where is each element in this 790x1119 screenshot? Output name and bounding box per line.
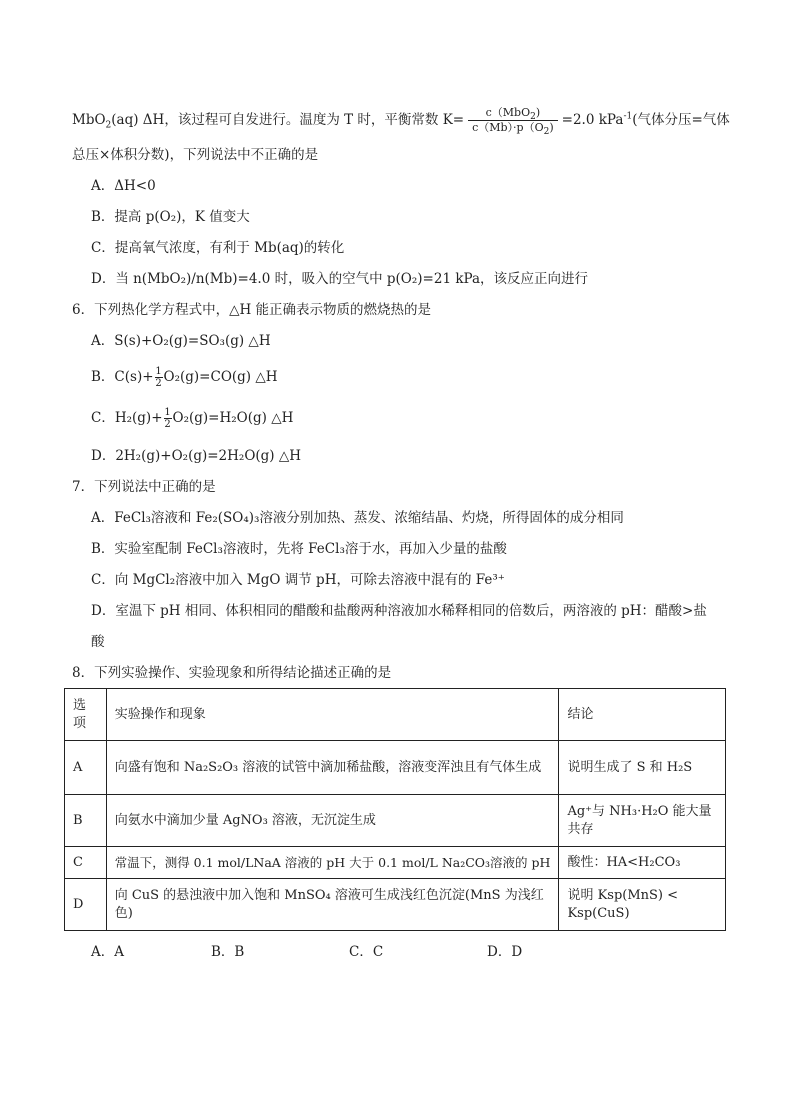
q5-line1-mid: (aq) ΔH，该过程可自发进行。温度为 T 时，平衡常数 K= xyxy=(111,112,465,128)
q5-option-b: B．提高 p(O₂)，K 值变大 xyxy=(91,209,250,225)
q5-option-a: A．ΔH<0 xyxy=(91,178,156,194)
experiment-table xyxy=(64,688,726,931)
row-conclusion: 说明 Ksp(MnS) < Ksp(CuS) xyxy=(559,879,726,931)
one-half-fraction xyxy=(155,366,163,389)
q7-option-b: B．实验室配制 FeCl₃溶液时，先将 FeCl₃溶于水，再加入少量的盐酸 xyxy=(91,541,507,557)
row-conclusion: Ag⁺与 NH₃·H₂O 能大量共存 xyxy=(559,795,726,847)
q6-stem: 6．下列热化学方程式中，△H 能正确表示物质的燃烧热的是 xyxy=(72,302,432,318)
q7-option-c: C．向 MgCl₂溶液中加入 MgO 调节 pH，可除去溶液中混有的 Fe³⁺ xyxy=(91,572,505,588)
q6-option-b xyxy=(91,366,278,389)
table-row xyxy=(65,795,726,847)
header-conclusion: 结论 xyxy=(559,689,726,741)
half-num: 1 xyxy=(155,366,162,377)
choice-a[interactable]: A．A xyxy=(91,944,124,960)
q5-line1-prefix: MbO xyxy=(72,112,106,128)
q6-option-a: A．S(s)+O₂(g)=SO₃(g) △H xyxy=(91,333,271,349)
q6-option-c-pre: C．H₂(g)+ xyxy=(91,410,163,426)
table-header-row xyxy=(65,689,726,741)
header-operation: 实验操作和现象 xyxy=(106,689,559,741)
q5-line1-suffix: =2.0 kPa xyxy=(561,112,624,128)
choice-b[interactable]: B．B xyxy=(211,944,245,960)
table-row xyxy=(65,847,726,879)
q5-option-c: C．提高氧气浓度，有利于 Mb(aq)的转化 xyxy=(91,240,345,256)
q5-line1: MbO$_2$(aq) ΔH，该过程可自发进行。温度为 T 时，平衡常数 K= $\frac{c(MbO_2)}{c(Mb)\cdot p(O_2)}$ =2.0 kPa$^{-1}$(气体分压=气体 xyxy=(72,106,730,138)
q7-option-d-line1: D．室温下 pH 相同、体积相同的醋酸和盐酸两种溶液加水稀释相同的倍数后，两溶液的 pH：醋酸>盐 xyxy=(91,603,707,619)
row-operation: 向氨水中滴加少量 AgNO₃ 溶液，无沉淀生成 xyxy=(106,795,559,847)
row-conclusion: 说明生成了 S 和 H₂S xyxy=(559,741,726,795)
row-operation: 向 CuS 的悬浊液中加入饱和 MnSO₄ 溶液可生成浅红色沉淀(MnS 为浅红色) xyxy=(106,879,559,931)
q7-stem: 7．下列说法中正确的是 xyxy=(72,479,216,495)
q5-line1-tail: (气体分压=气体 xyxy=(632,112,730,128)
choice-c[interactable]: C．C xyxy=(349,944,384,960)
table-row xyxy=(65,879,726,931)
q6-option-b-pre: B．C(s)+ xyxy=(91,369,154,385)
choice-d[interactable]: D．D xyxy=(487,944,523,960)
row-option: B xyxy=(65,795,107,847)
one-half-fraction xyxy=(164,407,172,430)
half-num: 1 xyxy=(164,407,171,418)
row-operation: 向盛有饱和 Na₂S₂O₃ 溶液的试管中滴加稀盐酸，溶液变浑浊且有气体生成 xyxy=(106,741,559,795)
table-row xyxy=(65,741,726,795)
row-option: C xyxy=(65,847,107,879)
q7-option-a: A．FeCl₃溶液和 Fe₂(SO₄)₃溶液分别加热、蒸发、浓缩结晶、灼烧，所得固体的成分相同 xyxy=(91,510,624,526)
frac-denominator: c（Mb）·p（O xyxy=(472,121,544,134)
q6-option-b-post: O₂(g)=CO(g) △H xyxy=(163,369,278,385)
q7-option-d-line2: 酸 xyxy=(91,634,105,650)
half-den: 2 xyxy=(164,419,171,430)
row-option: A xyxy=(65,741,107,795)
q6-option-c xyxy=(91,407,293,430)
row-conclusion: 酸性：HA<H₂CO₃ xyxy=(559,847,726,879)
q5-option-d: D．当 n(MbO₂)/n(Mb)=4.0 时，吸入的空气中 p(O₂)=21 kPa，该反应正向进行 xyxy=(91,271,589,287)
q5-line2: 总压×体积分数)，下列说法中不正确的是 xyxy=(72,147,319,163)
equilibrium-fraction: $\frac{c(MbO_2)}{c(Mb)\cdot p(O_2)}$ xyxy=(468,106,558,135)
q6-option-d: D．2H₂(g)+O₂(g)=2H₂O(g) △H xyxy=(91,448,302,464)
q8-stem: 8．下列实验操作、实验现象和所得结论描述正确的是 xyxy=(72,665,392,681)
half-den: 2 xyxy=(155,378,162,389)
q6-option-c-post: O₂(g)=H₂O(g) △H xyxy=(172,410,294,426)
frac-numerator: c（MbO xyxy=(485,106,531,119)
header-option: 选项 xyxy=(65,689,107,741)
row-option: D xyxy=(65,879,107,931)
row-operation: 常温下，测得 0.1 mol/LNaA 溶液的 pH 大于 0.1 mol/L Na₂CO₃溶液的 pH xyxy=(106,847,559,879)
